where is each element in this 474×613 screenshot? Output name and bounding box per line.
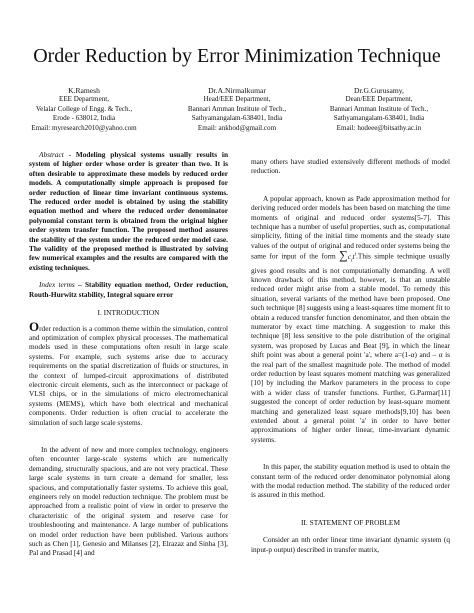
author-affiliation-line: Dean/EEE Department, xyxy=(345,95,413,104)
abstract-text: Modeling physical systems usually results in system of higher order whose order is greater than two. It is often desirable to approximate these models by reduced order models. A computationally simple approach is proposed for order reduction of linear time invariant continuous systems. The reduced order model is obtained by using the stability equation method and where the reduced order denominator polynomial constant term is obtained from the original higher order system transfer function. The proposed method assures the stability of the system under the reduced order model case. The validity of the proposed method is illustrated by solving few numerical examples and the results are compared with the existing techniques. xyxy=(29,150,228,272)
author-affiliation-line: Sathyamangalam-638401, India xyxy=(333,114,425,123)
author-affiliation-line: Velalar College of Engg. & Tech., xyxy=(35,104,133,113)
author-name: Dr.G.Gurusamy, xyxy=(354,86,404,95)
intro-paragraph-3: many others have studied extensively different methods of model reduction. xyxy=(251,157,450,176)
author-affiliation-line: Head/EEE Department, xyxy=(203,95,271,104)
intro-paragraph-4: A popular approach, known as Pade approximation method for deriving reduced order models has been based on matching the time moments of original and reduced order systems[5-7]. This technique has a number of useful properties, such as, computational simplicity, fitting of the initial time moments and the steady state values of the output of original and reduced order systems being the same for input of the form $\sum c_it^i.This$ simple technique usually gives good results and is not computationally demanding. A well known drawback of this method, however, is that an unstable reduced order might arise from a stable model. To remedy this situation, several variants of the method have been proposed. One such technique [8] suggests using a least-squares time moment fit to obtain a reduced transfer function denominator, and then obtain the numerator by exact time matching. A suggestion to make this technique [8] less sensitive to the pole distribution of the original system, was proposed by Lucas and Beat [9], in which the linear shift point was about a general point 'a', where a=(1-α) and – α is the real part of the smallest magnitude pole. The method of model order reduction by least squares moment matching was generalized [10] by including the Markov parameters in the process to cope with a wider class of transfer functions. Further, G.Parmar[11] suggested the concept of order reduction by least-square moment matching and generalized least square methods[9,10] has been extended about a general point 'a' in order to have better approximations of higher order linear, time-invariant dynamic systems. xyxy=(251,193,451,444)
index-terms: Index terms – Stability equation method, Order reduction, Routh-Hurwitz stability, Integral square error xyxy=(29,280,228,299)
right-column xyxy=(251,150,450,554)
author-affiliation-line: Sathyamangalam-638401, India xyxy=(191,114,283,123)
drop-cap: O xyxy=(29,318,40,334)
author-block-2 xyxy=(177,86,297,133)
author-email: Email: ankhod@gmail.com xyxy=(197,123,277,132)
author-affiliation-line: EEE Department, xyxy=(58,95,110,104)
author-affiliation-line: Erode - 638012, India xyxy=(52,114,116,123)
moment-formula: $\sum c_it^i$ xyxy=(339,247,357,264)
intro-paragraph-5: In this paper, the stability equation method is used to obtain the constant term of the reduced order denominator polynomial along with the modal reduction method. The stability of the reduced order is assured in this method. xyxy=(251,462,450,500)
author-affiliation-line: Bannari Amman Institute of Tech., xyxy=(187,104,287,113)
section-heading-introduction: I. INTRODUCTION xyxy=(97,308,160,318)
author-block-3 xyxy=(318,86,440,133)
left-column xyxy=(29,150,228,558)
paper-title: Order Reduction by Error Minimization Technique xyxy=(33,45,441,67)
intro-paragraph-1: Order reduction is a common theme within the simulation, control and optimization of complex physical processes. The mathematical models used in these computations often result in large scale systems. For example, such systems arise due to accuracy requirements on the spatial discretization of fluids or structures, in the context of lumped-circuit approximations of distributed electronic circuit elements, such as the interconnect or package of VLSI chips, or in the simulations of micro electromechanical systems (MEMS), which have both electrical and mechanical components. Order reduction is often crucial to accelerate the simulation of such large scale systems. xyxy=(29,318,228,427)
statement-paragraph-1: Consider an nth order linear time invariant dynamic system (q input-p output) described in transfer matrix, xyxy=(251,535,450,554)
abstract-label: Abstract xyxy=(39,150,64,159)
author-email: Email: hodeee@bitsathy.ac.in xyxy=(336,123,422,132)
section-heading-statement: II. STATEMENT OF PROBLEM xyxy=(300,517,401,527)
index-terms-label: Index terms xyxy=(39,280,75,290)
abstract: Abstract - Modeling physical systems usually results in system of higher order whose order is greater than two. It is often desirable to approximate these models by reduced order models. A computationally simple approach is proposed for order reduction of linear time invariant continuous systems. The reduced order model is obtained by using the stability equation method and where the reduced order denominator polynomial constant term is obtained from the original higher order system transfer function. The proposed method assures the stability of the system under the reduced order model case. The validity of the proposed method is illustrated by solving few numerical examples and the results are compared with the existing techniques. xyxy=(29,150,228,272)
author-block-1 xyxy=(24,86,144,133)
author-email: Email: myresearch2010@yahoo.com xyxy=(31,123,137,132)
author-affiliation-line: Bannari Amman Institute of Tech., xyxy=(329,104,429,113)
intro-paragraph-2: In the advent of new and more complex technology, engineers often encounter large-scale systems which are numerically demanding, structurally spacious, and are not very practical. These large scale systems in turn create a demand for smaller, less spacious, and computationally faster systems. To achieve this goal, engineers rely on model reduction technique. The problem must be approached from a realistic point of view in order to preserve the characteristic of the original system and reserve case for troubleshooting and maintenance. A large number of publications on model order reduction have been published. Various authors such as Chen [1], Genesio and Milanses [2], Elrazaz and Sinha [3], Pal and Prasad [4] and xyxy=(29,444,228,558)
author-name: Dr.A.Nirmalkumar xyxy=(208,86,266,95)
index-terms-text: Stability equation method, Order reduction, Routh-Hurwitz stability, Integral square error xyxy=(29,280,228,299)
author-name: K.Ramesh xyxy=(68,86,100,95)
